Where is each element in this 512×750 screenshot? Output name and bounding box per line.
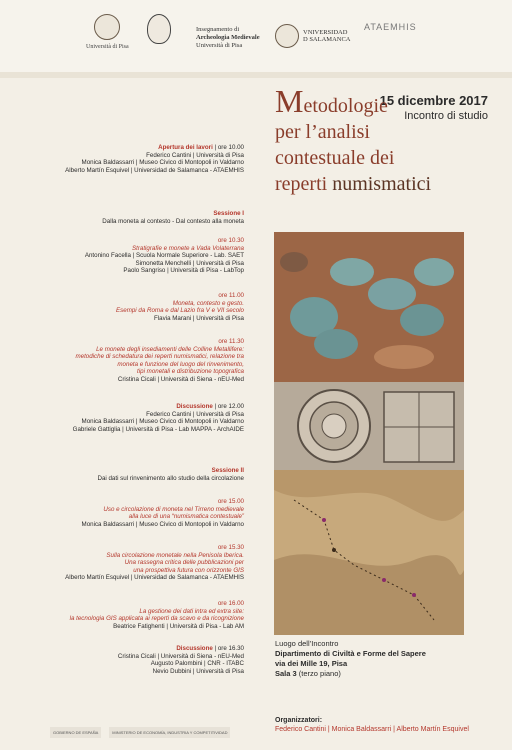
- talk-title: una prospettiva futura con orizzonte GIS: [133, 566, 244, 574]
- salamanca-line-2: D SALAMANCA: [303, 36, 351, 43]
- unipi-seal-icon: [94, 14, 120, 40]
- discussion-time: ore 16.30: [217, 645, 244, 652]
- talk-title: Uso e circolazione di moneta nel Tirreno medievale: [103, 505, 244, 513]
- speaker: Monica Baldassarri | Museo Civico di Montopoli in Valdarno: [81, 418, 244, 426]
- speaker: Alberto Martín Esquivel | Universidad de Salamanca - ATAEMHIS: [65, 574, 244, 582]
- coins-photo: [274, 232, 464, 382]
- discussion-2: Discussione | ore 16.30 Cristina Cicali | Università di Siena - nEU-Med Augusto Palombini | CNR - ITABC Nevio Dubbini | Università di Pisa: [0, 645, 244, 675]
- venue-department: Dipartimento di Civiltà e Forme del Sapere: [275, 649, 426, 658]
- gis-map: [274, 470, 464, 635]
- talk-5: [0, 544, 244, 582]
- title-line-4a: reperti: [275, 173, 328, 195]
- speaker: Alberto Martín Esquivel | Universidad de Salamanca - ATAEMHIS: [65, 166, 244, 174]
- talk-title: Sulla circolazione monetale nella Penisola Iberica.: [106, 551, 244, 559]
- session-2-label: Sessione II: [211, 467, 244, 474]
- opening-time: ore 10.00: [217, 144, 244, 151]
- venue-block: [275, 639, 426, 679]
- owl-icon: [147, 14, 171, 44]
- talk-time: ore 16.00: [217, 600, 244, 607]
- talk-title: moneta e funzione del luogo del rinvenimento,: [117, 360, 244, 368]
- speaker: Federico Cantini | Università di Pisa: [146, 151, 244, 159]
- title-line-2: per l’analisi: [275, 121, 370, 143]
- title-line-3: contestuale dei: [275, 147, 395, 169]
- talk-title: Esempi da Roma e dal Lazio fra V e VII secolo: [116, 307, 244, 315]
- talk-title: alla luce di una “numismatica contestuale”: [128, 513, 244, 521]
- talk-4: [0, 498, 244, 528]
- title-initial: M: [275, 83, 304, 119]
- talk-6: [0, 600, 244, 630]
- chair-line-2: Archeologia Medievale: [196, 34, 260, 41]
- opening-label: Apertura dei lavori: [158, 144, 213, 151]
- unipi-logo: [86, 14, 129, 50]
- talk-time: ore 10.30: [217, 237, 244, 244]
- talk-3: [0, 338, 244, 384]
- venue-label: Luogo dell’Incontro: [275, 639, 339, 648]
- chair-line-1: Insegnamento di: [196, 26, 240, 33]
- speaker: Gabriele Gattiglia | Università di Pisa - Lab MAPPA - ArchAIDE: [72, 425, 244, 433]
- salamanca-logo: [275, 24, 351, 48]
- spain-gov-logo: [50, 727, 101, 738]
- discussion-label: Discussione: [176, 645, 213, 652]
- talk-1: [0, 237, 244, 275]
- talk-time: ore 11.00: [218, 292, 244, 299]
- speaker: Antonino Facella | Scuola Normale Superiore - Lab. SAET: [84, 252, 244, 260]
- talk-title: la tecnologia GIS applicata ai reperti da scavo e da ricognizione: [69, 615, 244, 623]
- salamanca-text: [303, 29, 351, 43]
- session-1-label: Sessione I: [213, 210, 244, 217]
- discussion-label: Discussione: [176, 403, 213, 410]
- talk-title: tipi monetali e distribuzione topografica: [137, 368, 244, 376]
- opening-block: Apertura dei lavori | ore 10.00 Federico Cantini | Università di Pisa Monica Baldassarri | Museo Civico di Montopoli in Valdarno Alberto Martín Esquivel | Universidad de Salamanca - ATAEMHIS: [0, 144, 244, 174]
- speaker: Augusto Palombini | CNR - ITABC: [150, 660, 244, 668]
- event-type: Incontro di studio: [404, 110, 488, 122]
- owl-logo: [147, 14, 171, 44]
- talk-time: ore 11.30: [218, 338, 244, 345]
- mosaic-photo: [274, 382, 464, 470]
- speaker: Paolo Sangriso | Università di Pisa - LabTop: [123, 267, 244, 275]
- speaker: Monica Baldassarri | Museo Civico di Montopoli in Valdarno: [81, 159, 244, 167]
- footer-logos: [50, 718, 230, 746]
- talk-title: La gestione dei dati intra ed extra site:: [139, 607, 244, 615]
- talk-time: ore 15.30: [217, 544, 244, 551]
- header-logos: [0, 0, 512, 72]
- speaker: Simonetta Menchelli | Università di Pisa: [135, 259, 244, 267]
- ataemhis-logo: [364, 22, 417, 32]
- chair-line-3: Università di Pisa: [196, 42, 243, 49]
- talk-2: [0, 292, 244, 322]
- organizers-names: Federico Cantini | Monica Baldassarri | Alberto Martín Esquivel: [275, 726, 469, 733]
- talk-title: metodiche di schedatura dei reperti numismatici, relazione tra: [75, 353, 244, 361]
- venue-floor: (terzo piano): [298, 669, 341, 678]
- session-2-subtitle: Dai dati sul rinvenimento allo studio della circolazione: [97, 474, 244, 482]
- title-line-1: etodologie: [303, 95, 388, 117]
- speaker: Cristina Cicali | Università di Siena - nEU-Med: [117, 652, 244, 660]
- salamanca-seal-icon: [275, 24, 299, 48]
- speaker: Flavia Marani | Università di Pisa: [154, 314, 244, 322]
- session-1-header: [0, 210, 244, 225]
- unipi-name: Università di Pisa: [86, 44, 129, 50]
- organizers-label: Organizzatori:: [275, 717, 323, 724]
- speaker: Beatrice Fatighenti | Università di Pisa - Lab AM: [113, 622, 244, 630]
- talk-title: Stratigrafie e monete a Vada Volaterrana: [131, 244, 244, 252]
- salamanca-line-1: VNIVERSIDAD: [303, 29, 348, 36]
- talk-title: Moneta, contesto e gesto.: [172, 299, 244, 307]
- talk-time: ore 15.00: [217, 498, 244, 505]
- discussion-1: Discussione | ore 12.00 Federico Cantini | Università di Pisa Monica Baldassarri | Museo Civico di Montopoli in Valdarno Gabriele Gattiglia | Università di Pisa - Lab MAPPA - ArchAIDE: [0, 403, 244, 433]
- speaker: Federico Cantini | Università di Pisa: [146, 410, 244, 418]
- session-1-subtitle: Dalla moneta al contesto - Dal contesto alla moneta: [102, 217, 244, 225]
- poster-title: [275, 83, 432, 197]
- header-divider: [0, 72, 512, 78]
- speaker: Cristina Cicali | Università di Siena - nEU-Med: [117, 375, 244, 383]
- venue-room: Sala 3: [275, 669, 297, 678]
- ataemhis-text: ATAEMHIS: [364, 22, 417, 32]
- session-2-header: [0, 467, 244, 482]
- talk-title: Le monete degli insediamenti delle Colline Metallifere:: [96, 345, 244, 353]
- discussion-time: ore 12.00: [217, 403, 244, 410]
- title-line-4b: numismatici: [332, 173, 432, 195]
- ministry-logo: [109, 727, 230, 738]
- venue-address: via dei Mille 19, Pisa: [275, 659, 348, 668]
- speaker: Monica Baldassarri | Museo Civico di Montopoli in Valdarno: [81, 520, 244, 528]
- event-date: 15 dicembre 2017: [379, 93, 488, 108]
- speaker: Nevio Dubbini | Università di Pisa: [152, 667, 244, 675]
- chair-label: [196, 26, 260, 50]
- gov-text-1: GOBIERNO DE ESPAÑA: [53, 729, 99, 735]
- gov-text-2: MINISTERIO DE ECONOMÍA, INDUSTRIA Y COMPETITIVIDAD: [112, 729, 228, 735]
- talk-title: Una rassegna critica delle pubblicazioni per: [124, 559, 244, 567]
- organizers-block: [275, 716, 469, 734]
